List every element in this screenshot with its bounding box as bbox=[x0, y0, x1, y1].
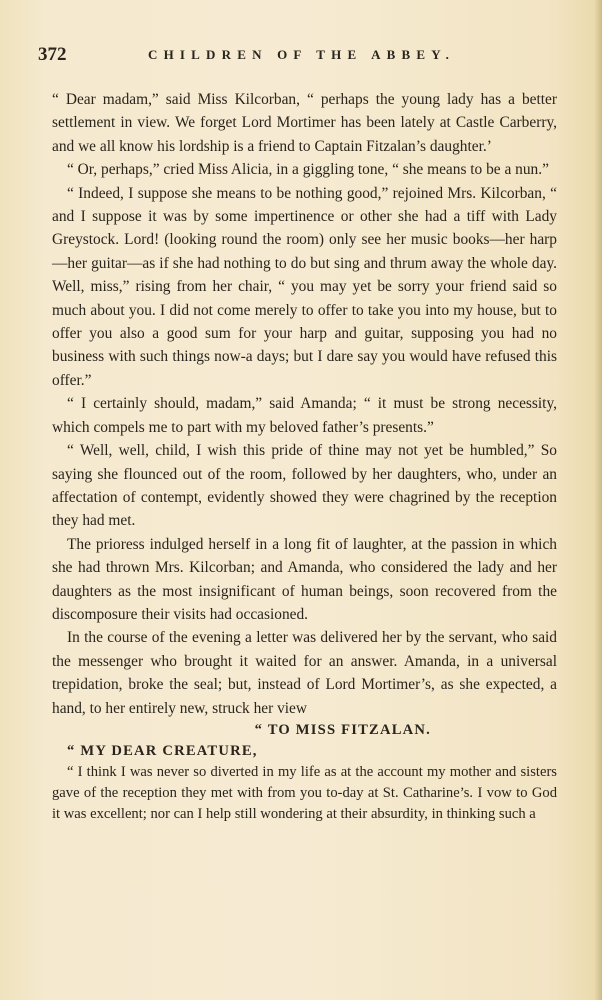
paragraph: “ I certainly should, madam,” said Amanda; “ it must be strong necessity, which compels me to part with my beloved father’s presents.” bbox=[52, 395, 557, 436]
letter-address: “ TO MISS FITZALAN. bbox=[254, 721, 431, 738]
running-header bbox=[38, 44, 568, 66]
letter bbox=[52, 720, 557, 825]
page-edge-shadow bbox=[594, 0, 602, 1000]
paragraph: The prioress indulged herself in a long fit of laughter, at the passion in which she had thrown Mrs. Kilcorban; and Amanda, who considered the lady and her daughters as the most insignificant of human beings, soon recovered from the discomposure their visits had occasioned. bbox=[52, 535, 557, 623]
letter-body-text: “ I think I was never so diverted in my life as at the account my mother and sisters gave of the reception they met with from you to-day at St. Catharine’s. I vow to God it was excellent; nor can I help still wondering at their absurdity, in thinking such a bbox=[52, 763, 557, 822]
paragraph: In the course of the evening a letter was delivered her by the servant, who said the messenger who brought it waited for an answer. Amanda, in a universal trepidation, broke the seal; but, instead of Lord Mortimer’s, as she expected, a hand, to her entirely new, struck her view bbox=[52, 629, 557, 717]
paragraph: “ Dear madam,” said Miss Kilcorban, “ perhaps the young lady has a better settlement in view. We forget Lord Mortimer has been lately at Castle Carberry, and we all know his lordship is a friend to Captain Fitzalan’s daughter.’ bbox=[52, 91, 557, 155]
page-number: 372 bbox=[38, 44, 67, 65]
paragraph: “ Or, perhaps,” cried Miss Alicia, in a giggling tone, “ she means to be a nun.” bbox=[67, 161, 549, 179]
body-text bbox=[52, 88, 557, 825]
letter-salutation: “ MY DEAR CREATURE, bbox=[67, 742, 258, 759]
paragraph: “ Well, well, child, I wish this pride of thine may not yet be humbled,” So saying she flounced out of the room, followed by her daughters, who, under an affectation of contempt, evidently showed they were chagrined by the reception they had met. bbox=[52, 442, 557, 530]
running-title: CHILDREN OF THE ABBEY. bbox=[148, 47, 456, 62]
paragraph: “ Indeed, I suppose she means to be nothing good,” rejoined Mrs. Kilcorban, “ and I suppose it was by some impertinence or other she had a tiff with Lady Greystock. Lord! (looking round the room) only see her music books—her harp—her guitar—as if she had nothing to do but sing and thrum away the whole day. Well, miss,” rising from her chair, “ you may yet be sorry your friend said so much about you. I did not come merely to offer to take you into my house, but to offer you also a good sum for your harp and guitar, supposing you had no business with such things now-a days; but I dare say you would have refused this offer.” bbox=[52, 184, 557, 389]
